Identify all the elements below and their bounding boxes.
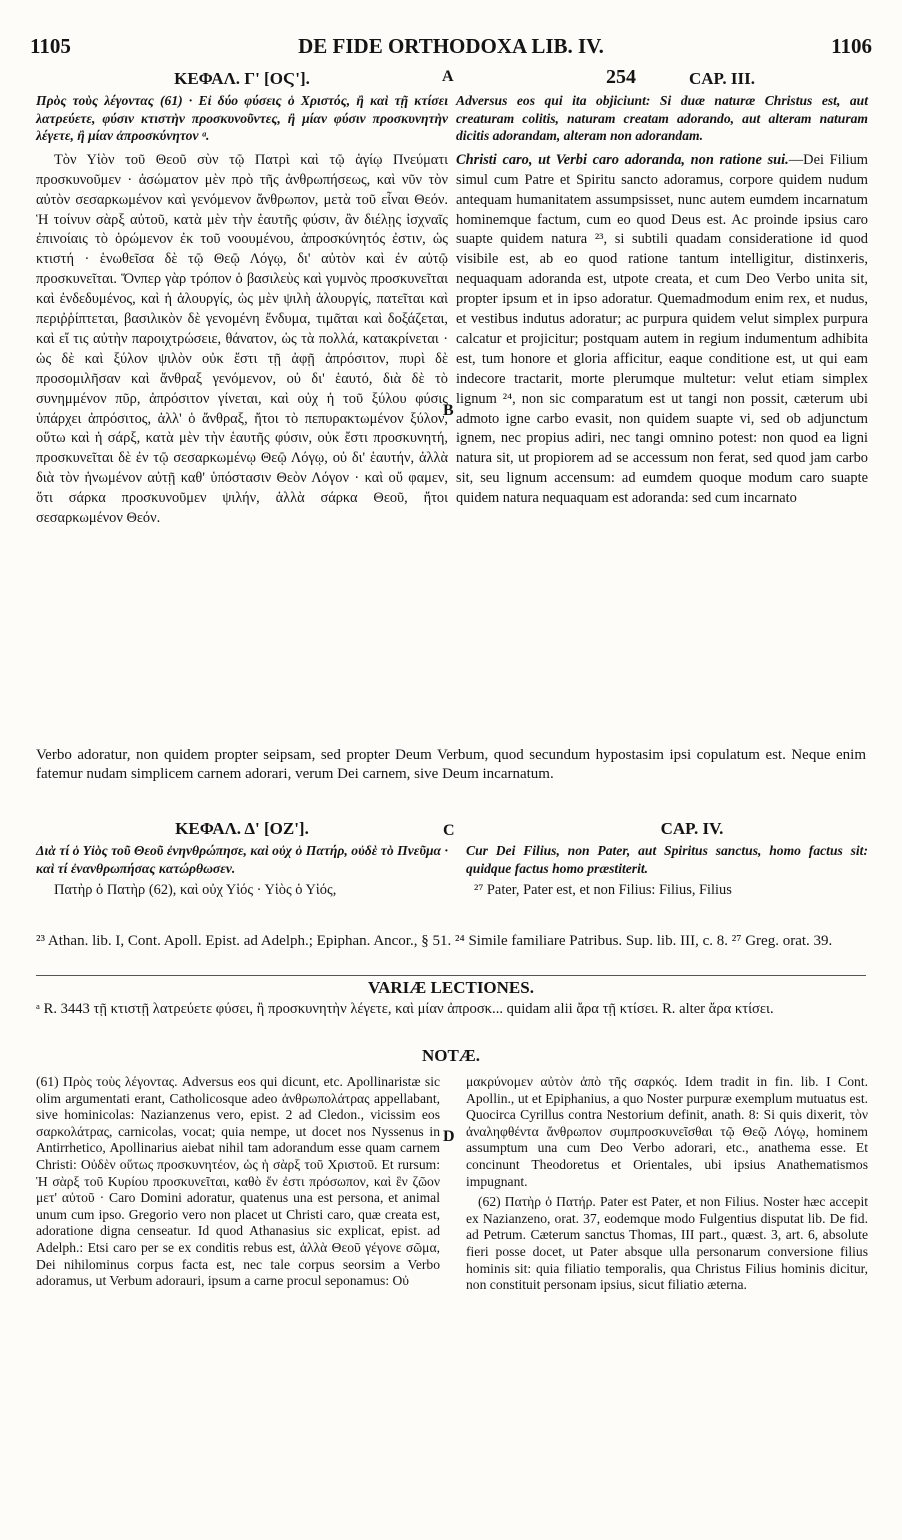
latin-chapter4-heading: CAP. IV.	[660, 819, 724, 838]
variae-lectiones-text: ᵃ R. 3443 τῇ κτιστῇ λατρεύετε φύσει, ἢ προσκυνητὴν λέγετε, καὶ μίαν ἀπροσκ... quidam alii ἄρα τῇ κτίσει. R. alter ἄρα κτίσει.	[36, 1001, 774, 1017]
right-page-number: 1106	[831, 34, 872, 58]
latin-chapter3-subtitle: Christi caro, ut Verbi caro adoranda, non ratione sui.	[456, 151, 789, 168]
variae-lectiones-title: VARIÆ LECTIONES.	[368, 978, 534, 997]
latin-chapter4	[456, 818, 868, 901]
margin-marker-b: B	[443, 402, 454, 419]
margin-marker-a: A	[442, 68, 454, 85]
column-number: 254	[606, 66, 636, 88]
latin-column	[456, 68, 868, 509]
greek-chapter3-title: Πρὸς τοὺς λέγοντας (61) · Εἰ δύο φύσεις ὁ Χριστός, ἢ καὶ τῇ κτίσει λατρεύετε, φύσιν κτιστὴν προσκυνοῦντες, ἢ μίαν φύσιν προσκυνητὴν λέγετε, ἢ μίαν ἀπροσκύνητον ᵃ.	[36, 93, 448, 144]
notae-title: NOTÆ.	[421, 1046, 481, 1065]
running-head	[30, 34, 872, 62]
greek-column	[36, 68, 448, 529]
greek-chapter4-heading: ΚΕΦΑΛ. Δ' [ΟΖ'].	[175, 819, 309, 838]
latin-chapter4-body: ²⁷ Pater, Pater est, et non Filius: Filius, Filius	[474, 882, 732, 899]
notae-right-part1: μακρύνομεν αὐτὸν ἀπὸ τῆς σαρκός. Idem tradit in fin. lib. I Cont. Apollin., ut et Epiphanius, a quo Noster purpuræ exemplum mutuatus est. Quocirca Cyrillus contra Nestorium definit, anath. 8: Si quis dixerit, τὸν ἀναληφθέντα ἄνθρωπον συμπροσκυνεῖσθαι τῷ Θεῷ Λόγῳ, hominem assumptum una cum Deo Verbo adorari, etc., anathema esse. Et concinunt Theodoretus et Orientales, ubi ipsius Anathematismos impugnant.	[466, 1074, 868, 1189]
notae-right-part2: (62) Πατὴρ ὁ Πατήρ. Pater est Pater, et non Filius. Noster hæc accepit ex Nazianzeno, orat. 37, eodemque modo Fulgentius disputat lib. De fid. ad Petrum. Cæterum sanctus Thomas, III part., quæst. 3, art. 6, absolute fieri posse docet, ut Pater absque ulla personarum conversione filius hominis sit: quia filiatio temporalis, qua Christus Filius hominis dicitur, non constituit personam ipsius, sicut filiatio æterna.	[466, 1194, 868, 1293]
latin-chapter3-text	[456, 151, 868, 509]
greek-chapter3-heading: ΚΕΦΑΛ. Γ' [ΟϚ'].	[174, 69, 310, 88]
margin-marker-d: D	[443, 1128, 455, 1145]
notae-right-column	[466, 1074, 868, 1294]
notae-left-column: (61) Πρὸς τοὺς λέγοντας. Adversus eos qui dicunt, etc. Apollinaristæ sic olim argumentati erant, Catholicosque adeo ἀνθρωπολάτρας appellabant, sive hominicolas: Nazianzenus vero, epist. 2 ad Cledon., vicissim eos σαρκολάτρας, carnicolas, vocat; quia nempe, ut docet nos Nyssenus in Antirrhetico, Apollinarius aiebat nihil tam adorandum esse quam carnem Christi: Οὐδὲν οὕτως προσκυνητέον, ὡς ἡ σὰρξ τοῦ Χριστοῦ. Et rursum: Ἡ σὰρξ τοῦ Κυρίου προσκυνεῖται, καθὸ ἕν ἐστι πρόσωπον, καὶ ἓν ζῶον μετ' αὐτοῦ · Caro Domini adoratur, quatenus una est persona, et animal unum cum ipso. Gregorio vero non placet ut Christi caro, quæ creata est, adoratione digna censeatur. Id quod Athanasius sic explicat, epist. ad Adelph.: Etsi caro per se ex conditis rebus est, ἀλλὰ Θεοῦ γέγονε σῶμα, Dei nihilominus corpus facta est, nec tale corpus seorsim a Verbo adoramus, ut Verbum adorauri, ipsum a carne procul seponamus: Οὐ	[36, 1074, 440, 1289]
latin-chapter3-title: Adversus eos qui ita objiciunt: Si duæ naturæ Christus est, aut creaturam colitis, naturam creatam adorando, aut alteram naturam dicitis adorandam, alteram non adorandam.	[456, 93, 868, 144]
latin-chapter3-body: —Dei Filium simul cum Patre et Spiritu sancto adoramus, corpore quidem nudum antequam humanitatem assumpsisset, nunc autem eumdem incarnatum hominemque factum, cum eo quod Deus est. Ac proinde ipsius caro suapte quidem natura ²³, si subtili quadam consideratione id quod visibile est, ab eo quod ratione tantum intelligitur, distinxeris, nequaquam adoranda est, utpote creata, et cum Deo Verbo unita sit, propter ipsum et in ipso adoratur. Quemadmodum enim rex, et nudus, et vestibus indutus adoratur; ac purpura quidem velut simplex purpura calcatur et projicitur; postquam autem in regium indumentum adhibita est, tum honore et gloria afficitur, eaque conditione est, ut qui eam indecore tractarit, morte plerumque multetur: velut etiam simplex lignum ²⁴, non sic comparatum est ut tangi non possit, cæterum ubi admoto igne carbo evasit, non quidem suapte vi, sed ob adjunctum ignem, nec propius adiri, nec tangi omnino potest: non quod ea ligni natura sit, ut propiorem ad se accessum non ferat, sed quod jam carbo sit, seu lignum accensum: ad eumdem quoque modum caro suapte quidem natura nequaquam est adoranda: sed cum incarnato	[456, 151, 868, 507]
greek-chapter4	[36, 818, 448, 901]
latin-chapter3-continuation: Verbo adoratur, non quidem propter seipsam, sed propter Deum Verbum, quod secundum hypostasim ipsi copulatum est. Neque enim fatemur nudam simplicem carnem adorari, verum Dei carnem, sive Deum incarnatum.	[36, 747, 866, 782]
greek-chapter4-body: Πατὴρ ὁ Πατὴρ (62), καὶ οὐχ Υἱός · Υἱὸς ὁ Υἱός,	[54, 882, 337, 899]
greek-chapter4-title: Διὰ τί ὁ Υἱὸς τοῦ Θεοῦ ἐνηνθρώπησε, καὶ οὐχ ὁ Πατήρ, οὐδὲ τὸ Πνεῦμα · καὶ τί ἐνανθρωπήσας κατώρθωσεν.	[36, 843, 448, 876]
footnotes: ²³ Athan. lib. I, Cont. Apoll. Epist. ad Adelph.; Epiphan. Ancor., § 51. ²⁴ Simile familiare Patribus. Sup. lib. III, c. 8. ²⁷ Greg. orat. 39.	[36, 933, 833, 949]
running-title: DE FIDE ORTHODOXA LIB. IV.	[298, 34, 604, 58]
latin-chapter3-heading: CAP. III.	[689, 69, 755, 88]
divider-rule	[36, 975, 866, 976]
latin-chapter4-title: Cur Dei Filius, non Pater, aut Spiritus sanctus, homo factus sit: quidque factus homo præstiterit.	[466, 843, 868, 876]
greek-chapter3-body: Τὸν Υἱὸν τοῦ Θεοῦ σὺν τῷ Πατρὶ καὶ τῷ ἁγίῳ Πνεύματι προσκυνοῦμεν · ἀσώματον μὲν πρὸ τῆς ἀνθρωπήσεως, καὶ νῦν τὸν αὐτὸν σεσαρκωμένον καὶ γενόμενον ἄνθρωπον, μετὰ τοῦ εἶναι Θεόν. Ἡ τοίνυν σὰρξ αὐτοῦ, κατὰ μὲν τὴν ἑαυτῆς φύσιν, ἂν διέλῃς ἰσχναῖς ἐπινοίαις τὸ ὁρώμενον ἐκ τοῦ νοουμένου, ἀπροσκύνητός ἐστιν, ὡς κτιστή · ἑνωθεῖσα δὲ τῷ Θεῷ Λόγῳ, δι' αὐτὸν καὶ ἐν αὐτῷ προσκυνεῖται. Ὅνπερ γὰρ τρόπον ὁ βασιλεὺς καὶ γυμνὸς προσκυνεῖται καὶ ἐνδεδυμένος, καὶ ἡ ἁλουργίς, ὡς μὲν ψιλὴ ἁλουργίς, πατεῖται καὶ περιῤῥίπτεται, βασιλικὸν δὲ γενομένη ἔνδυμα, τιμᾶται καὶ δοξάζεται, καὶ εἴ τις αὐτὴν παροιχτρώσειε, θάνατον, ὡς τὰ πολλά, κατακρίνεται · ὡς δὲ καὶ ξύλον ψιλὸν οὐκ ἔστι τῇ ἀφῇ ἀπρόσιτον, πυρὶ δὲ προσομιλῆσαν καὶ ἄνθραξ γενόμενον, οὐ δι' ἑαυτό, διὰ δὲ τὸ συνημμένον πῦρ, ἀπρόσιτον γίνεται, καὶ οὐχ ἡ τοῦ ξύλου φύσις ὑπάρχει ἀπρόσιτος, ἀλλ' ὁ ἄνθραξ, ἤτοι τὸ πεπυρακτωμένον ξύλον, οὕτω καὶ ἡ σάρξ, κατὰ μὲν τὴν ἑαυτῆς φύσιν, οὐκ ἔστι προσκυνητή, προσκυνεῖται δὲ ἐν τῷ σεσαρκωμένῳ Θεῷ Λόγῳ, οὐ δι' ἑαυτήν, ἀλλὰ διὰ τὸν ἡνωμένον αὐτῇ καθ' ὑπόστασιν Θεὸν Λόγον · καὶ οὔ φαμεν, ὅτι σάρκα προσκυνοῦμεν ψιλήν, ἀλλὰ σάρκα Θεοῦ, ἤτοι σεσαρκωμένον Θεόν.	[36, 151, 448, 527]
margin-marker-c: C	[443, 822, 455, 839]
left-page-number: 1105	[30, 34, 71, 58]
